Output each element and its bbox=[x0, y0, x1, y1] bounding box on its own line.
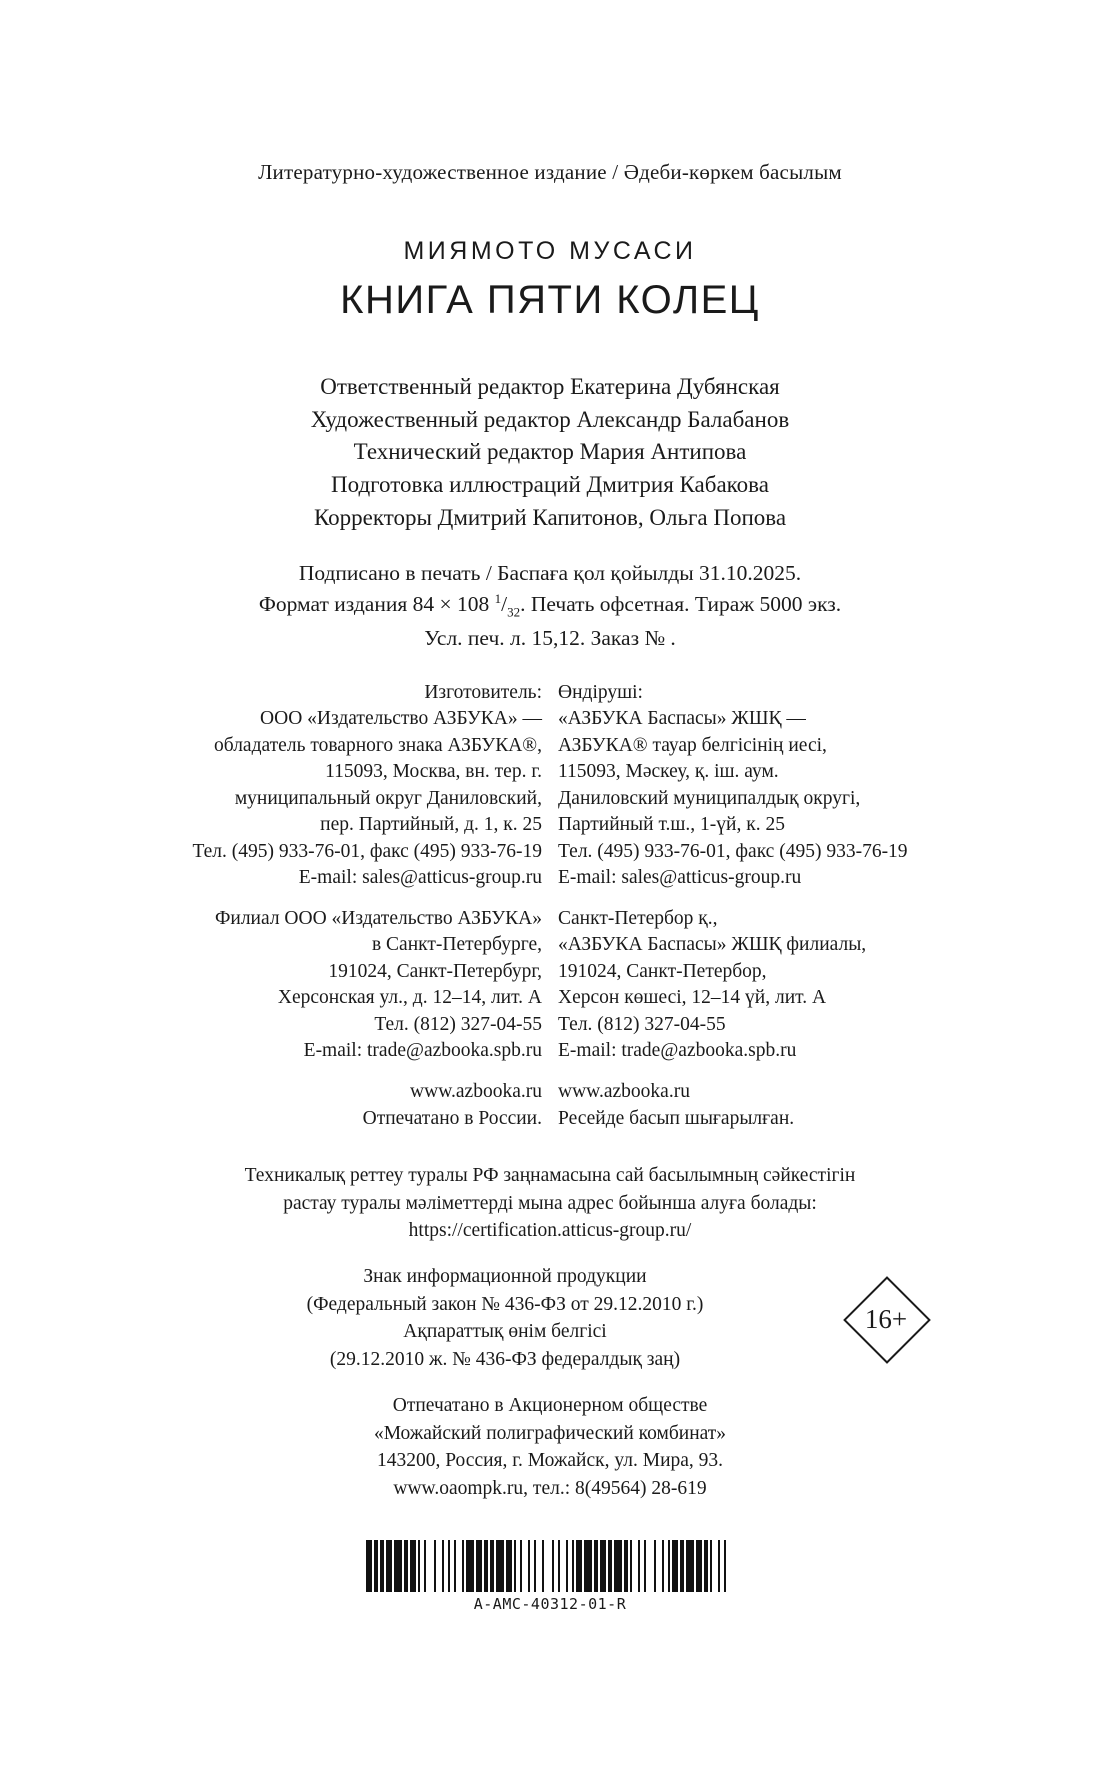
printing-house-block bbox=[150, 1392, 950, 1503]
age-notice-line: Ақпараттық өнім белгісі bbox=[403, 1321, 607, 1343]
print-info-block bbox=[150, 558, 950, 653]
publisher-phone-line: Тел. (495) 933-76-01, факс (495) 933-76-19 bbox=[192, 840, 542, 862]
credit-line: Корректоры Дмитрий Капитонов, Ольга Попова bbox=[313, 504, 787, 530]
signed-date-line: Подписано в печать / Баспаға қол қойылды 31.10.2025. bbox=[298, 561, 802, 586]
publisher-line: «АЗБУКА Баспасы» ЖШҚ — bbox=[558, 708, 806, 730]
age-rating-badge bbox=[848, 1281, 924, 1357]
website-line: www.azbooka.ru bbox=[410, 1080, 542, 1102]
branch-line: в Санкт-Петербурге, bbox=[371, 934, 542, 956]
age-notice-line: (29.12.2010 ж. № 436-ФЗ федералдық заң) bbox=[329, 1349, 681, 1371]
age-notice-text bbox=[150, 1263, 950, 1374]
branch-block-kk bbox=[558, 906, 950, 1065]
page-content bbox=[150, 160, 950, 1613]
imprint-line: Литературно-художественное издание / Әдеби-көркем басылым bbox=[258, 160, 842, 184]
branch-line: Санкт-Петербор қ., bbox=[558, 907, 718, 929]
publisher-column-kk bbox=[558, 680, 950, 1146]
publisher-line: Изготовитель: bbox=[424, 681, 542, 703]
publisher-block-kk bbox=[558, 680, 950, 892]
branch-phone-line: Тел. (812) 327-04-55 bbox=[558, 1013, 726, 1035]
credit-line: Технический редактор Мария Антипова bbox=[353, 439, 747, 465]
format-prefix: Формат издания 84 × 108 bbox=[258, 592, 495, 617]
printing-house-line: Отпечатано в Акционерном обществе bbox=[392, 1394, 708, 1416]
branch-line: «АЗБУКА Баспасы» ЖШҚ филиалы, bbox=[558, 934, 867, 956]
branch-line: 191024, Санкт-Петербург, bbox=[328, 960, 542, 982]
credit-line: Ответственный редактор Екатерина Дубянская bbox=[320, 374, 780, 399]
format-fraction: $^1/_{32}$ bbox=[494, 591, 521, 620]
certification-line: растау туралы мәліметтерді мына адрес бойынша алуға болады: bbox=[283, 1192, 817, 1214]
publisher-line: муниципальный округ Даниловский, bbox=[234, 787, 542, 809]
fraction-denominator: 32 bbox=[507, 604, 521, 620]
publisher-line: обладатель товарного знака АЗБУКА®, bbox=[214, 734, 542, 756]
certification-block bbox=[150, 1162, 950, 1245]
barcode-label: A-AMC-40312-01-R bbox=[473, 1594, 627, 1613]
branch-email-line: E-mail: trade@azbooka.spb.ru bbox=[303, 1040, 542, 1062]
book-author: МИЯМОТО МУСАСИ bbox=[403, 237, 697, 265]
publisher-line: ООО «Издательство АЗБУКА» — bbox=[260, 708, 542, 730]
age-rating-label: 16+ bbox=[864, 1303, 908, 1334]
publisher-line: 115093, Мәскеу, қ. іш. аум. bbox=[558, 761, 779, 783]
format-suffix: . Печать офсетная. Тираж 5000 экз. bbox=[520, 592, 842, 617]
branch-phone-line: Тел. (812) 327-04-55 bbox=[374, 1013, 542, 1035]
printed-in-line: Ресейде басып шығарылған. bbox=[558, 1107, 795, 1129]
printed-in-line: Отпечатано в России. bbox=[362, 1107, 542, 1129]
branch-block-ru bbox=[150, 906, 542, 1065]
branch-line: Херсон көшесі, 12–14 үй, лит. А bbox=[558, 987, 827, 1009]
fraction-numerator: 1 bbox=[494, 591, 502, 607]
branch-line: 191024, Санкт-Петербор, bbox=[558, 960, 767, 982]
publisher-email-line: E-mail: sales@atticus-group.ru bbox=[298, 867, 542, 889]
barcode-block bbox=[150, 1527, 950, 1613]
publisher-block-ru bbox=[150, 680, 542, 892]
website-block-kk bbox=[558, 1079, 950, 1132]
publisher-line: Партийный т.ш., 1-үй, к. 25 bbox=[558, 814, 785, 836]
publisher-line: Өндіруші: bbox=[558, 681, 643, 703]
publisher-columns bbox=[150, 680, 950, 1146]
publisher-line: Даниловский муниципалдық округі, bbox=[558, 787, 861, 809]
printing-house-line: «Можайский полиграфический комбинат» bbox=[373, 1422, 727, 1444]
branch-line: Херсонская ул., д. 12–14, лит. А bbox=[277, 987, 542, 1009]
credit-line: Художественный редактор Александр Балабанов bbox=[310, 406, 790, 432]
printing-house-line: 143200, Россия, г. Можайск, ул. Мира, 93. bbox=[376, 1450, 724, 1472]
publisher-line: пер. Партийный, д. 1, к. 25 bbox=[320, 814, 542, 836]
publisher-email-line: E-mail: sales@atticus-group.ru bbox=[558, 867, 802, 889]
credit-line: Подготовка иллюстраций Дмитрия Кабакова bbox=[331, 471, 769, 497]
publisher-column-ru bbox=[150, 680, 558, 1146]
publisher-phone-line: Тел. (495) 933-76-01, факс (495) 933-76-19 bbox=[558, 840, 908, 862]
age-notice-line: (Федеральный закон № 436-ФЗ от 29.12.2010 г.) bbox=[306, 1293, 704, 1315]
publisher-line: АЗБУКА® тауар белгісінің иесі, bbox=[558, 734, 827, 756]
website-line: www.azbooka.ru bbox=[558, 1080, 690, 1102]
barcode-image bbox=[366, 1540, 734, 1592]
certification-url: https://certification.atticus-group.ru/ bbox=[408, 1220, 692, 1242]
branch-line: Филиал ООО «Издательство АЗБУКА» bbox=[214, 907, 542, 929]
format-line bbox=[150, 589, 950, 622]
branch-email-line: E-mail: trade@azbooka.spb.ru bbox=[558, 1040, 797, 1062]
age-notice-block bbox=[150, 1263, 950, 1374]
age-notice-line: Знак информационной продукции bbox=[363, 1266, 647, 1288]
credits-block bbox=[150, 371, 950, 534]
publisher-line: 115093, Москва, вн. тер. г. bbox=[325, 761, 542, 783]
printing-house-contact: www.oaompk.ru, тел.: 8(49564) 28-619 bbox=[393, 1477, 707, 1499]
page-title: КНИГА ПЯТИ КОЛЕЦ bbox=[340, 278, 760, 322]
website-block-ru bbox=[150, 1079, 542, 1132]
certification-line: Техникалық реттеу туралы РФ заңнамасына сай басылымның сәйкестігін bbox=[244, 1165, 856, 1187]
sheets-line: Усл. печ. л. 15,12. Заказ № . bbox=[424, 625, 676, 650]
